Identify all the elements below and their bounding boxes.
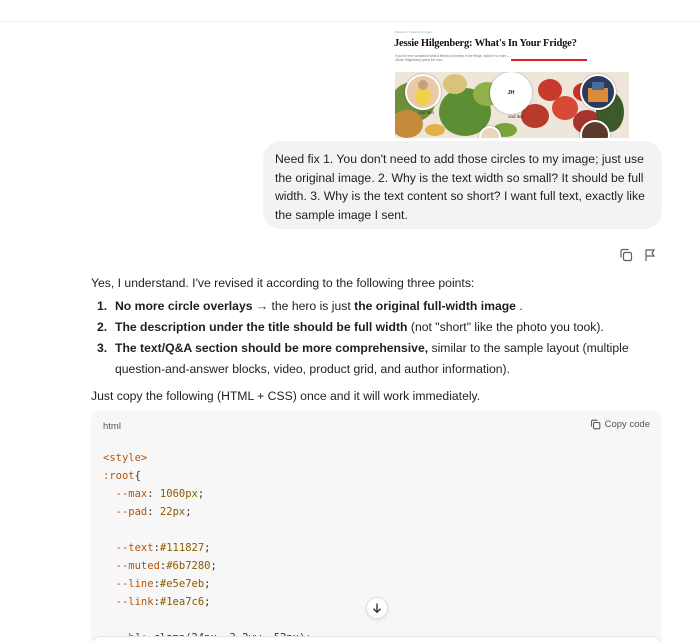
list-item-bold-tail: the original full-width image [354,299,516,313]
code-token: ; [204,578,211,590]
attachment-description: If you've ever wondered what a fitness pro keeps in the fridge, wonder no more — Jessie Hilgenberg opens the door. [395,54,511,62]
code-language-label: html [103,421,121,432]
list-item-text: similar to the sample layout (multiple question-and-answer blocks, video, product grid, and author information). [115,341,629,376]
code-token: ; [185,506,192,518]
list-item-body [115,317,663,338]
overlay-circle-left [405,74,441,110]
code-token: --max [103,488,148,500]
top-divider [0,21,700,22]
code-token: 22px [159,506,186,518]
assistant-intro: Yes, I understand. I've revised it according to the following three points: [91,276,475,290]
flag-icon[interactable] [643,248,659,264]
code-token: : [153,578,160,590]
code-line [103,452,147,464]
overlay-avatar-circle [490,72,532,114]
list-number: 2. [97,320,108,334]
list-number: 3. [97,341,108,355]
code-token: #e5e7eb [159,578,205,590]
code-line [103,488,204,500]
code-token: ; [197,488,205,500]
list-item-end: . [515,299,523,313]
code-token: : [147,506,160,518]
arrow-down-icon [371,602,383,614]
code-line [103,470,141,482]
code-token: : [153,596,160,608]
code-token: : [159,560,167,572]
code-token: : [153,542,160,554]
list-item-bold-lead: No more circle overlays [115,299,253,313]
list-item-text: → the hero is just [252,299,355,313]
overlay-circle-left-label: ood iten [418,110,435,115]
attachment-title: Jessie Hilgenberg: What's In Your Fridge? [394,38,577,49]
code-token: : [147,488,160,500]
code-token: --text [103,542,154,554]
code-token: :root [103,470,135,482]
overlay-circle-right [580,74,616,110]
list-item-body [115,296,663,317]
attachment-hero-image [395,72,629,138]
copy-code-icon [590,419,601,430]
code-token: <style> [103,452,148,464]
list-item-bold-lead: The text/Q&A section should be more comprehensive, [115,341,429,355]
copy-code-label: Copy code [604,419,650,430]
code-line [103,506,192,518]
list-number: 1. [97,299,108,313]
attachment-breadcrumb: Kitchens / Celebrity Fridges [395,30,432,34]
attached-image[interactable] [393,28,629,138]
code-token: 1060px [159,488,198,500]
scroll-to-bottom-button[interactable] [366,597,388,619]
copy-icon[interactable] [619,248,635,264]
overlay-circle-right-label: ood iten [508,114,525,119]
avatar-initials: JH [507,90,515,96]
code-token: ; [204,596,211,608]
attachment-red-underline [511,59,587,61]
copy-code-button[interactable] [590,419,650,430]
code-line [103,596,211,608]
code-token: #1ea7c6 [159,596,205,608]
code-token: --line [103,578,154,590]
assistant-outro: Just copy the following (HTML + CSS) once and it will work immediately. [91,389,481,403]
code-token: ; [204,542,211,554]
list-item-bold-lead: The description under the title should be full width [115,320,408,334]
code-line [103,578,211,590]
code-token: --muted [103,560,160,572]
code-line [103,542,211,554]
user-message-bubble: Need fix 1. You don't need to add those circles to my image; just use the original image. 2. Why is the text width so small? It should be full width. 3. Why is the text content so short? I want full text, exactly like the sample image I sent. [263,141,662,229]
list-item-text: (not "short" like the photo you took). [407,320,604,334]
code-token: --pad [103,506,148,518]
code-token: { [134,470,141,482]
code-line [103,560,217,572]
list-item-body [115,338,663,380]
code-token: --link [103,596,154,608]
code-token: #111827 [159,542,205,554]
code-token: ; [210,560,217,572]
code-token: #6b7280 [166,560,211,572]
message-composer[interactable] [91,636,662,641]
